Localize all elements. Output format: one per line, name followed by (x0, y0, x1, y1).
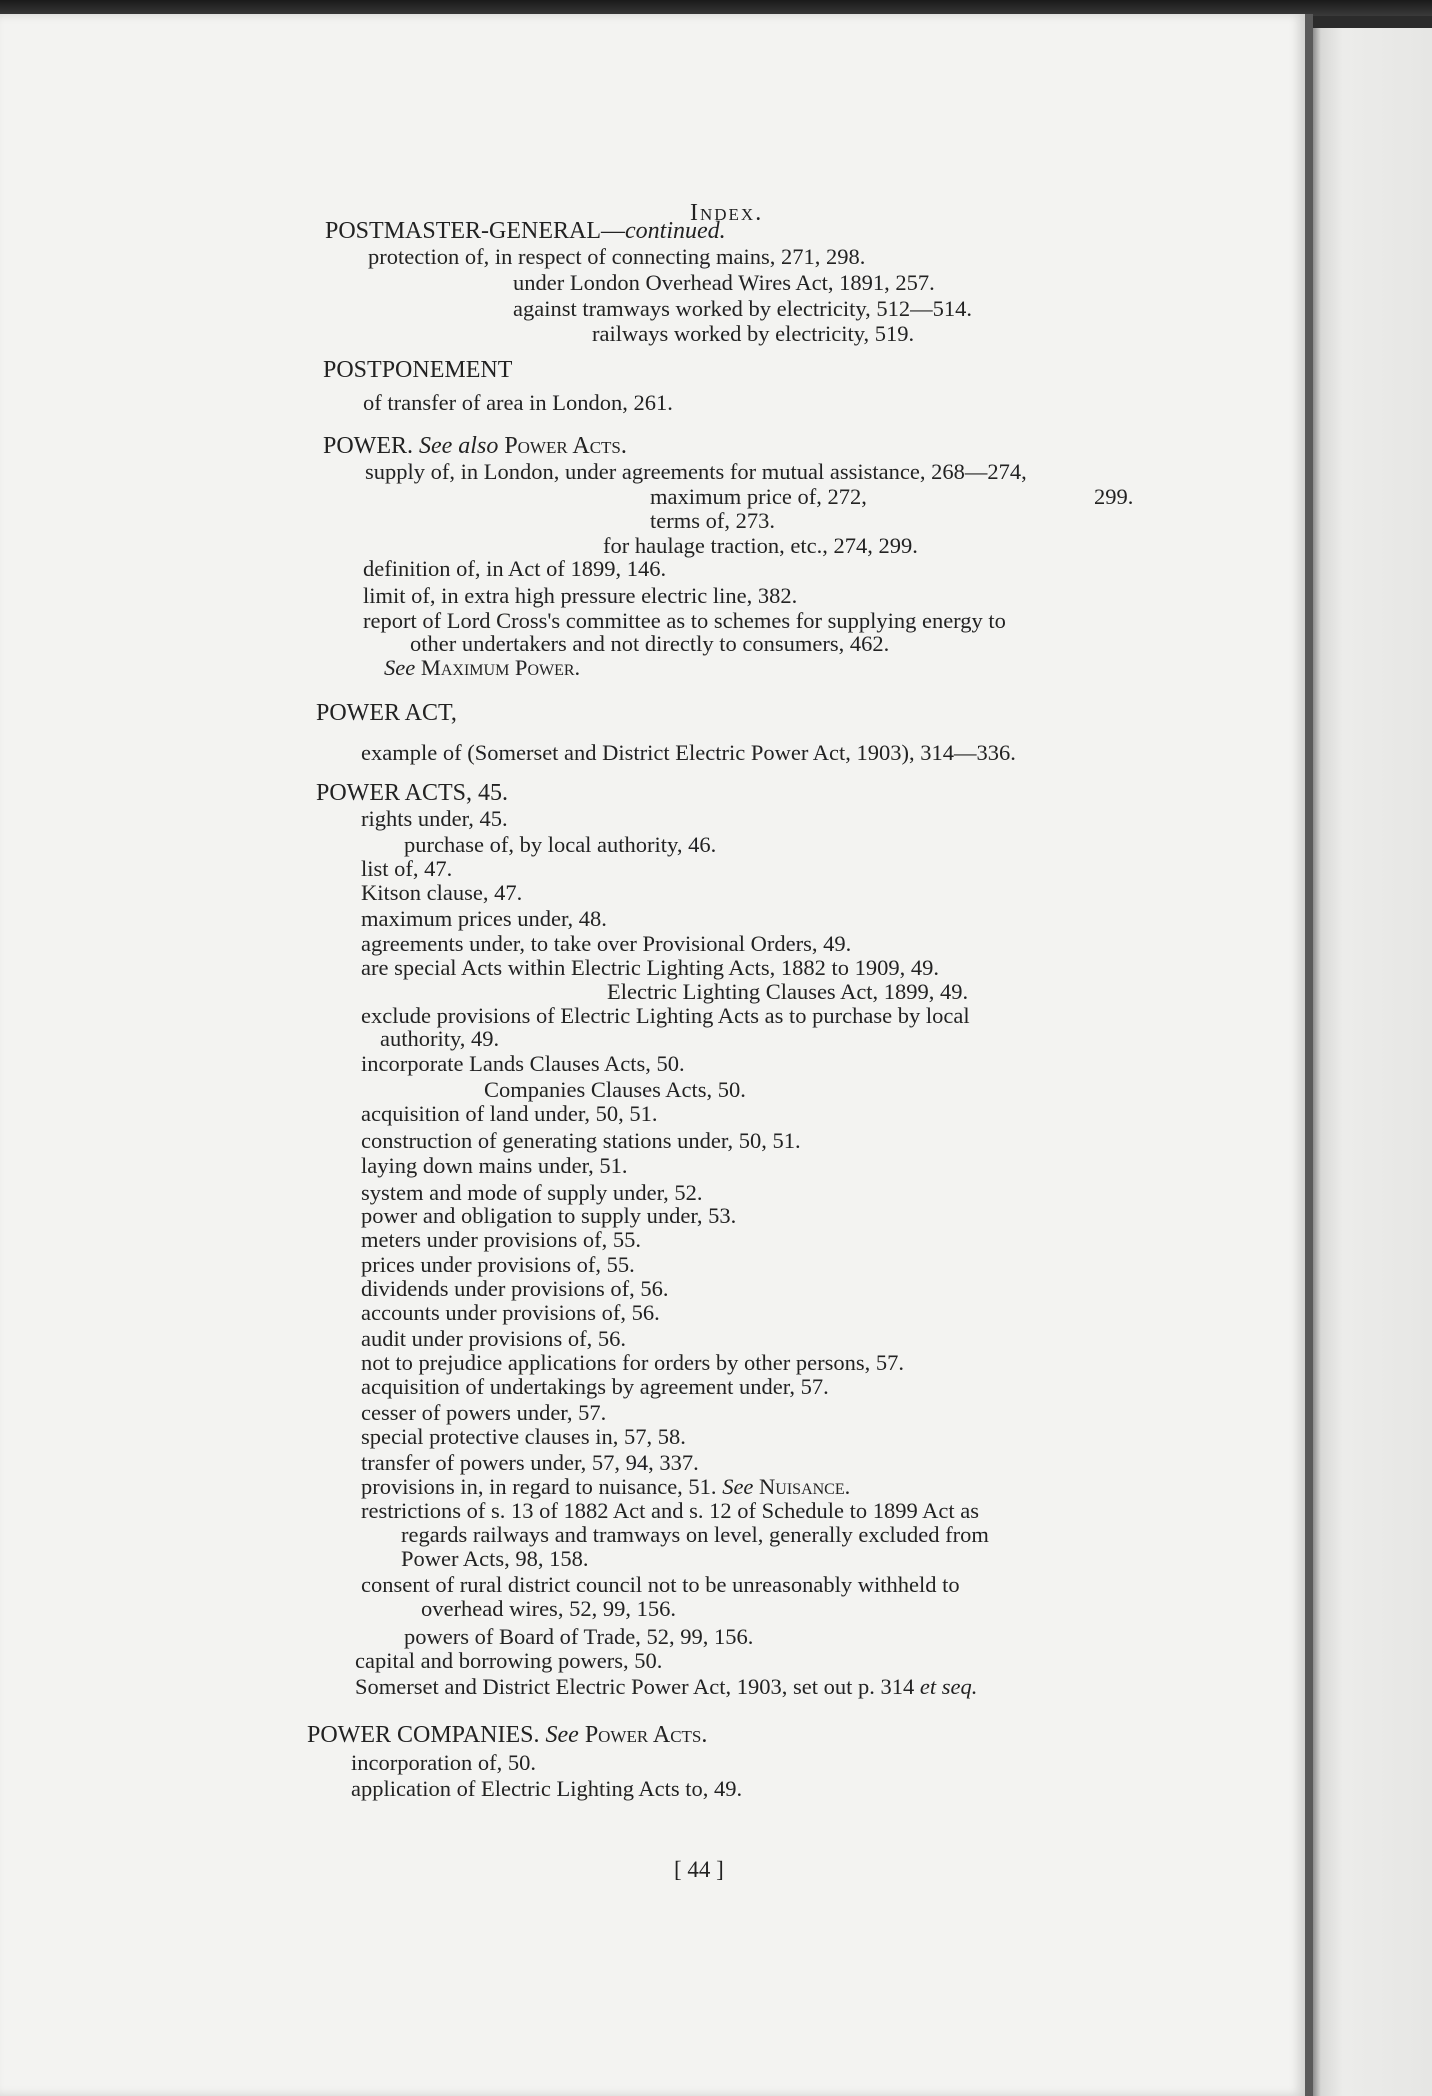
entry-text: 299. (1094, 484, 1134, 509)
entry-text: against tramways worked by electricity, 512—514. (513, 296, 973, 321)
entry-text: under London Overhead Wires Act, 1891, 257. (513, 270, 935, 295)
page-title: Index. (690, 200, 764, 226)
index-entry (355, 1648, 662, 1674)
entry-text: of transfer of area in London, 261. (363, 390, 673, 415)
entry-text: provisions in, in regard to nuisance, 51. (361, 1474, 723, 1499)
index-heading (323, 433, 627, 459)
index-entry (361, 806, 508, 832)
index-heading (307, 1722, 707, 1748)
entry-text: cesser of powers under, 57. (361, 1400, 607, 1425)
entry-text: terms of, 273. (650, 508, 775, 533)
entry-text: et seq. (919, 1674, 978, 1699)
index-entry (607, 979, 968, 1005)
entry-text: limit of, in extra high pressure electric line, 382. (363, 583, 798, 608)
index-entry (355, 1674, 977, 1700)
index-entry (1094, 484, 1133, 510)
entry-text: overhead wires, 52, 99, 156. (421, 1596, 676, 1621)
entry-text: Nuisance. (759, 1474, 851, 1499)
entry-text: capital and borrowing powers, 50. (355, 1648, 663, 1673)
index-entry (361, 1572, 960, 1598)
entry-text: transfer of powers under, 57, 94, 337. (361, 1450, 699, 1475)
index-entry (361, 1153, 628, 1179)
entry-text: Power Acts, 98, 158. (401, 1546, 589, 1571)
book-page (0, 14, 1305, 2096)
index-entry (513, 296, 972, 322)
entry-text: protection of, in respect of connecting mains, 271, 298. (368, 244, 866, 269)
index-heading (323, 357, 512, 383)
entry-text: rights under, 45. (361, 806, 508, 831)
entry-text: See (722, 1474, 754, 1499)
entry-text: POSTMASTER-GENERAL— (325, 218, 626, 244)
entry-text: laying down mains under, 51. (361, 1153, 628, 1178)
entry-text: construction of generating stations under, 50, 51. (361, 1128, 801, 1153)
entry-text: POWER COMPANIES. (307, 1722, 546, 1748)
index-entry (363, 583, 797, 609)
book-gutter (1305, 14, 1313, 2096)
index-entry (361, 1101, 658, 1127)
entry-text: regards railways and tramways on level, generally excluded from (401, 1522, 989, 1547)
index-entry (361, 1474, 850, 1500)
entry-text: POWER ACT, (316, 700, 457, 726)
index-entry (410, 631, 889, 657)
index-entry (361, 1051, 685, 1077)
index-entry (361, 880, 522, 906)
index-entry (361, 1128, 801, 1154)
entry-text: See (384, 655, 416, 680)
index-entry (404, 832, 716, 858)
entry-text: special protective clauses in, 57, 58. (361, 1424, 686, 1449)
index-entry (361, 1450, 699, 1476)
entry-text: continued. (625, 218, 726, 244)
index-entry (365, 459, 1027, 485)
index-entry (361, 1300, 660, 1326)
entry-text: not to prejudice applications for orders by other persons, 57. (361, 1350, 904, 1375)
index-entry (404, 1624, 753, 1650)
entry-text: list of, 47. (361, 856, 453, 881)
entry-text: incorporation of, 50. (351, 1750, 536, 1775)
entry-text: Somerset and District Electric Power Act, 1903, set out p. 314 (355, 1674, 920, 1699)
index-entry (361, 931, 851, 957)
entry-text: POWER. (323, 433, 419, 459)
entry-text: maximum prices under, 48. (361, 906, 607, 931)
index-entry (513, 270, 935, 296)
index-entry (592, 321, 914, 347)
entry-text: powers of Board of Trade, 52, 99, 156. (404, 1624, 754, 1649)
entry-text: Maximum Power. (420, 655, 581, 680)
adjacent-page-edge (1313, 28, 1432, 2096)
entry-text: accounts under provisions of, 56. (361, 1300, 660, 1325)
page-number: [ 44 ] (674, 1857, 724, 1882)
entry-text: dividends under provisions of, 56. (361, 1276, 669, 1301)
entry-text: Power Acts. (504, 433, 627, 459)
entry-text: consent of rural district council not to be unreasonably withheld to (361, 1572, 960, 1597)
index-entry (421, 1596, 676, 1622)
entry-text: maximum price of, 272, (650, 484, 867, 509)
entry-text: See (545, 1722, 579, 1748)
entry-text: restrictions of s. 13 of 1882 Act and s. 12 of Schedule to 1899 Act as (361, 1498, 980, 1523)
entry-text: acquisition of land under, 50, 51. (361, 1101, 658, 1126)
entry-text: supply of, in London, under agreements for mutual assistance, 268—274, (365, 459, 1027, 484)
entry-text: Electric Lighting Clauses Act, 1899, 49. (607, 979, 969, 1004)
entry-text: application of Electric Lighting Acts to, 49. (351, 1776, 743, 1801)
index-entry (361, 1276, 668, 1302)
index-heading (325, 218, 726, 244)
entry-text: exclude provisions of Electric Lighting Acts as to purchase by local (361, 1003, 970, 1028)
entry-text: example of (Somerset and District Electric Power Act, 1903), 314—336. (361, 740, 1016, 765)
entry-text: railways worked by electricity, 519. (592, 321, 915, 346)
entry-text: definition of, in Act of 1899, 146. (363, 556, 667, 581)
entry-text: power and obligation to supply under, 53. (361, 1203, 737, 1228)
entry-text: audit under provisions of, 56. (361, 1326, 626, 1351)
entry-text: system and mode of supply under, 52. (361, 1180, 703, 1205)
index-entry (361, 1424, 686, 1450)
entry-text: POSTPONEMENT (323, 357, 513, 383)
index-entry (351, 1750, 536, 1776)
index-entry (363, 556, 666, 582)
index-entry (650, 484, 867, 510)
index-entry (401, 1546, 589, 1572)
index-entry (361, 856, 452, 882)
index-entry (361, 1326, 626, 1352)
entry-text: acquisition of undertakings by agreement under, 57. (361, 1374, 829, 1399)
index-entry (361, 1203, 736, 1229)
index-entry (361, 1227, 641, 1253)
index-entry (384, 655, 580, 681)
entry-text: meters under provisions of, 55. (361, 1227, 641, 1252)
index-entry (650, 508, 775, 534)
entry-text: POWER ACTS, 45. (316, 780, 509, 806)
index-entry (361, 740, 1016, 766)
entry-text: Companies Clauses Acts, 50. (484, 1077, 746, 1102)
index-entry (368, 244, 865, 270)
index-entry (361, 1374, 829, 1400)
entry-text: other undertakers and not directly to consumers, 462. (410, 631, 890, 656)
entry-text: agreements under, to take over Provisional Orders, 49. (361, 931, 852, 956)
entry-text: Power Acts. (584, 1722, 708, 1748)
index-entry (484, 1077, 746, 1103)
entry-text: are special Acts within Electric Lighting Acts, 1882 to 1909, 49. (361, 955, 940, 980)
index-entry (363, 390, 673, 416)
index-heading (316, 700, 457, 726)
index-entry (401, 1522, 989, 1548)
index-heading (316, 780, 508, 806)
index-entry (380, 1026, 499, 1052)
index-entry (361, 1350, 904, 1376)
index-entry (351, 1776, 742, 1802)
entry-text: Kitson clause, 47. (361, 880, 523, 905)
entry-text: purchase of, by local authority, 46. (404, 832, 717, 857)
entry-text: for haulage traction, etc., 274, 299. (603, 533, 918, 558)
entry-text: See also (419, 433, 499, 459)
index-entry (361, 955, 939, 981)
index-entry (361, 1252, 635, 1278)
entry-text: incorporate Lands Clauses Acts, 50. (361, 1051, 685, 1076)
index-entry (361, 906, 607, 932)
index-entry (361, 1498, 979, 1524)
entry-text: prices under provisions of, 55. (361, 1252, 635, 1277)
entry-text: report of Lord Cross's committee as to schemes for supplying energy to (363, 608, 1006, 633)
entry-text: authority, 49. (380, 1026, 500, 1051)
index-entry (361, 1400, 606, 1426)
